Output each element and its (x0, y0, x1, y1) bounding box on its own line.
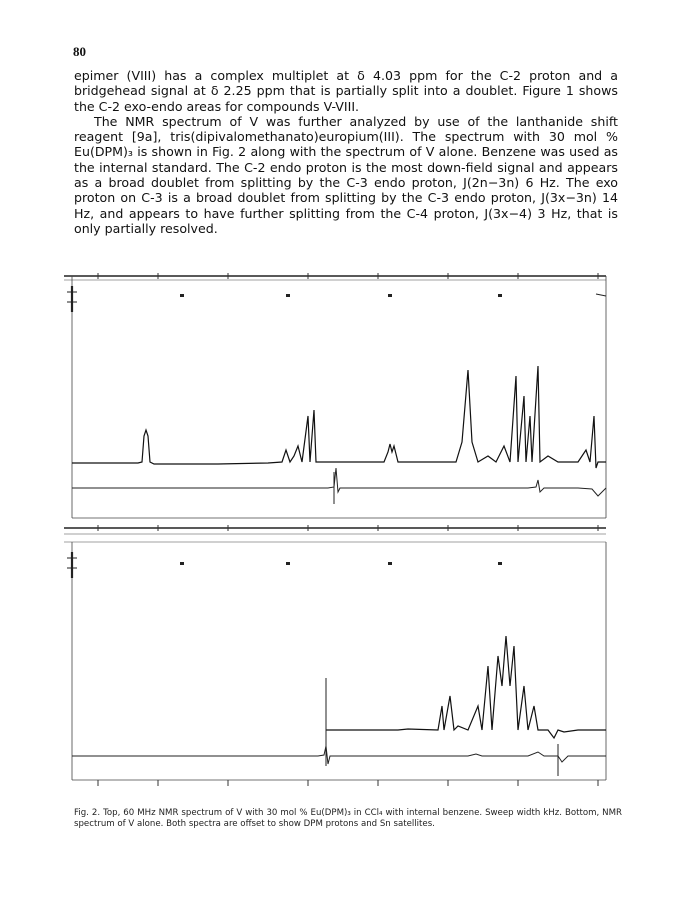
figure-caption: Fig. 2. Top, 60 MHz NMR spectrum of V with 30 mol % Eu(DPM)₃ in CCl₄ with internal benzene. Sweep width kHz. Bottom, NMR spectrum of V alone. Both spectra are offset to show DPM protons and Sn satellites. (74, 808, 622, 829)
paragraph-2: The NMR spectrum of V was further analyzed by use of the lanthanide shift reagent [9a], tris(dipivalomethanato)europium(III). The spectrum with 30 mol % Eu(DPM)₃ is shown in Fig. 2 along with the spectrum of V alone. Benzene was used as the internal standard. The C-2 endo proton is the most down-field signal and appears as a broad doublet from splitting by the C-3 endo proton, J(2n−3n) 6 Hz. The exo proton on C-3 is a broad doublet from splitting by the C-3 endo proton, J(3x−3n) 14 Hz, and appears to have further splitting from the C-4 proton, J(3x−4) 3 Hz, that is only partially resolved. (74, 113, 618, 236)
top-reference-trace (72, 468, 606, 496)
top-spectrum-panel (64, 273, 606, 518)
body-text (74, 68, 618, 236)
nmr-figure (58, 266, 618, 806)
page-number: 80 (73, 44, 86, 59)
bottom-reference-trace (72, 746, 606, 764)
nmr-spectra (58, 266, 618, 806)
bottom-spectrum-trace (326, 636, 606, 738)
top-spectrum-trace (72, 366, 606, 468)
bottom-spectrum-panel (64, 525, 606, 786)
paragraph-1: epimer (VIII) has a complex multiplet at δ 4.03 ppm for the C-2 proton and a bridgehead signal at δ 2.25 ppm that is partially split into a doublet. Figure 1 shows the C-2 exo-endo areas for compounds V-VIII. (74, 68, 618, 114)
